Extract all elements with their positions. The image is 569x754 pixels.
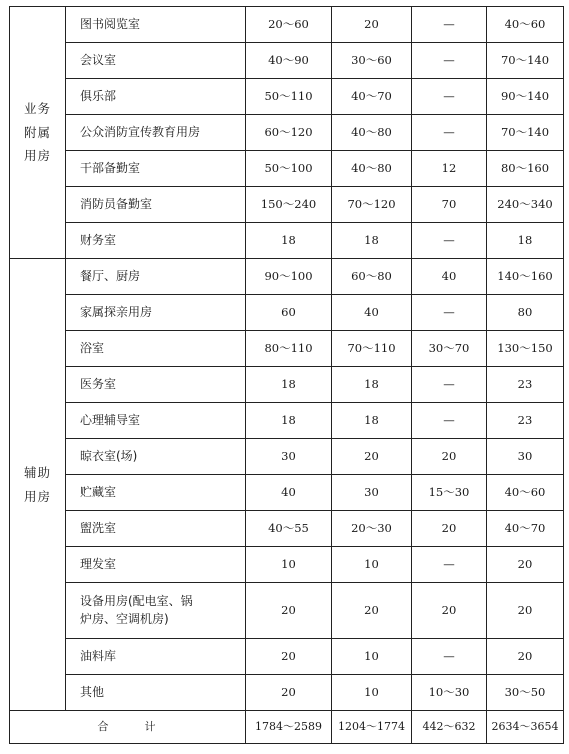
table-row [10,115,564,151]
value-cell: 20 [487,547,564,583]
table-row [10,187,564,223]
value-cell: 10 [332,547,412,583]
value-cell: 10 [332,675,412,711]
value-cell: 70～140 [487,115,564,151]
value-cell: 18 [487,223,564,259]
value-cell: 20 [412,511,487,547]
group-label-line: 辅助 [23,464,51,480]
value-cell: 60 [246,295,332,331]
value-cell: 40～80 [332,151,412,187]
room-name: 财务室 [66,223,246,259]
value-cell: 10 [332,639,412,675]
value-cell: 30 [487,439,564,475]
value-cell: 20 [246,583,332,639]
table-row [10,475,564,511]
value-cell: 10 [246,547,332,583]
value-cell: 18 [246,403,332,439]
group-label-line: 用房 [23,148,51,164]
value-cell: — [412,223,487,259]
room-name-line: 设备用房(配电室、锅 [80,594,193,609]
value-cell: — [412,295,487,331]
room-name: 医务室 [66,367,246,403]
value-cell: 70～120 [332,187,412,223]
value-cell: 30～50 [487,675,564,711]
room-name: 浴室 [66,331,246,367]
value-cell: 40 [246,475,332,511]
group-label [10,259,66,711]
total-label-right: 计 [144,720,158,734]
value-cell: 20 [487,639,564,675]
table-row [10,547,564,583]
value-cell: 10～30 [412,675,487,711]
table-row [10,403,564,439]
value-cell: — [412,367,487,403]
group-label [10,7,66,259]
group-label-line: 业务 [23,100,51,116]
value-cell: 30～60 [332,43,412,79]
value-cell: — [412,7,487,43]
room-name: 贮藏室 [66,475,246,511]
value-cell: 20 [332,7,412,43]
value-cell: — [412,403,487,439]
value-cell: 130～150 [487,331,564,367]
value-cell: — [412,79,487,115]
area-table-body [10,7,564,744]
value-cell: 18 [332,367,412,403]
group-label-line: 用房 [23,488,51,504]
room-name: 图书阅览室 [66,7,246,43]
value-cell: 70～110 [332,331,412,367]
value-cell: 240～340 [487,187,564,223]
table-row [10,79,564,115]
value-cell: 40～90 [246,43,332,79]
room-name: 餐厅、厨房 [66,259,246,295]
group-label-line: 附属 [23,124,51,140]
room-name: 油料库 [66,639,246,675]
total-label-left: 合 [97,720,111,734]
value-cell: 40～60 [487,7,564,43]
value-cell: — [412,639,487,675]
table-row [10,151,564,187]
value-cell: 40～80 [332,115,412,151]
table-row [10,511,564,547]
value-cell: 70～140 [487,43,564,79]
room-name: 理发室 [66,547,246,583]
table-row [10,439,564,475]
table-row [10,223,564,259]
value-cell: 30～70 [412,331,487,367]
total-value: 1784～2589 [246,711,332,744]
room-name: 俱乐部 [66,79,246,115]
value-cell: 40～60 [487,475,564,511]
value-cell: 60～120 [246,115,332,151]
value-cell: 20～30 [332,511,412,547]
room-name: 会议室 [66,43,246,79]
room-name: 家属探亲用房 [66,295,246,331]
value-cell: 18 [332,403,412,439]
value-cell: 90～140 [487,79,564,115]
value-cell: 20 [487,583,564,639]
total-value: 1204～1774 [332,711,412,744]
table-row [10,331,564,367]
value-cell: 20 [412,439,487,475]
value-cell: — [412,115,487,151]
value-cell: 80 [487,295,564,331]
area-table [9,6,564,744]
value-cell: 70 [412,187,487,223]
total-value: 442～632 [412,711,487,744]
value-cell: 40～70 [332,79,412,115]
value-cell: 40～55 [246,511,332,547]
value-cell: 18 [246,223,332,259]
value-cell: 40～70 [487,511,564,547]
value-cell: 140～160 [487,259,564,295]
room-name: 公众消防宣传教育用房 [66,115,246,151]
room-name: 消防员备勤室 [66,187,246,223]
table-row [10,675,564,711]
table-row [10,7,564,43]
total-row [10,711,564,744]
value-cell: 30 [332,475,412,511]
value-cell: — [412,43,487,79]
value-cell: 23 [487,403,564,439]
value-cell: 20 [332,439,412,475]
room-name: 晾衣室(场) [66,439,246,475]
value-cell: 80～160 [487,151,564,187]
table-row [10,639,564,675]
value-cell: 150～240 [246,187,332,223]
room-name: 其他 [66,675,246,711]
table-row [10,367,564,403]
table-row [10,43,564,79]
value-cell: 12 [412,151,487,187]
value-cell: 23 [487,367,564,403]
value-cell: 18 [332,223,412,259]
room-name: 干部备勤室 [66,151,246,187]
table-row [10,295,564,331]
value-cell: 20～60 [246,7,332,43]
value-cell: 30 [246,439,332,475]
value-cell: 15～30 [412,475,487,511]
value-cell: 18 [246,367,332,403]
room-name [66,583,246,639]
total-value: 2634～3654 [487,711,564,744]
value-cell: 40 [332,295,412,331]
value-cell: — [412,547,487,583]
value-cell: 80～110 [246,331,332,367]
table-row [10,259,564,295]
value-cell: 60～80 [332,259,412,295]
value-cell: 20 [412,583,487,639]
room-name: 心理辅导室 [66,403,246,439]
room-name: 盥洗室 [66,511,246,547]
value-cell: 50～100 [246,151,332,187]
table-row [10,583,564,639]
value-cell: 50～110 [246,79,332,115]
value-cell: 20 [246,675,332,711]
value-cell: 90～100 [246,259,332,295]
value-cell: 20 [246,639,332,675]
room-name-line: 炉房、空调机房) [80,611,169,626]
value-cell: 20 [332,583,412,639]
total-label [10,711,246,744]
value-cell: 40 [412,259,487,295]
